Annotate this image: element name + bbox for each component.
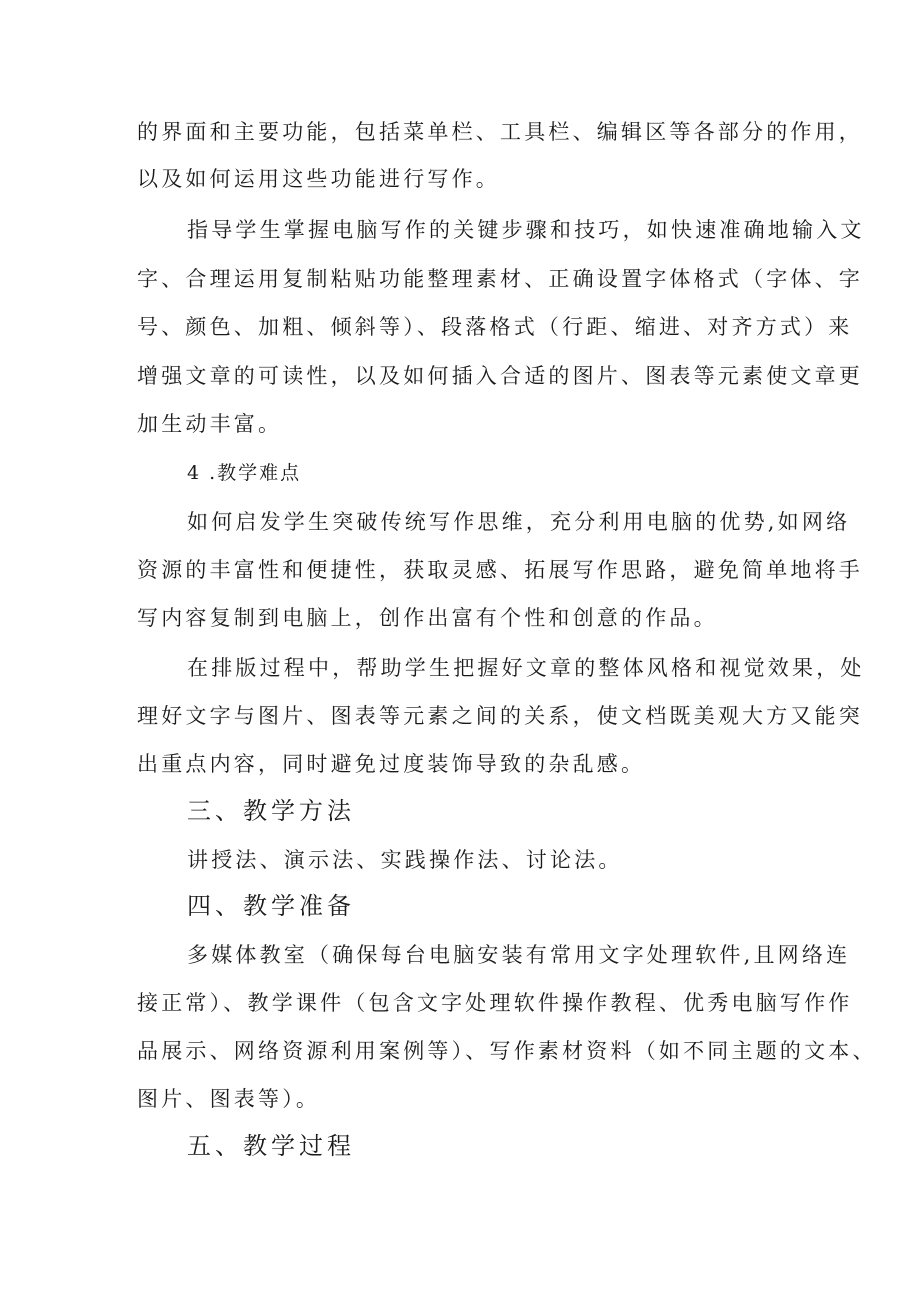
paragraph-preparation-line-1: 多媒体教室（确保每台电脑安装有常用文字处理软件,且网络连 <box>187 943 851 967</box>
heading-teaching-process: 五、教学过程 <box>187 1132 355 1160</box>
paragraph-methods: 讲授法、演示法、实践操作法、讨论法。 <box>187 848 623 872</box>
paragraph-difficulty-1-line-3: 写内容复制到电脑上，创作出富有个性和创意的作品。 <box>137 606 718 630</box>
paragraph-difficulty-2-line-3: 出重点内容，同时避免过度装饰导致的杂乱感。 <box>137 752 646 776</box>
paragraph-guide-line-5: 加生动丰富。 <box>137 412 283 436</box>
paragraph-preparation-line-4: 图片、图表等）。 <box>137 1087 321 1111</box>
paragraph-guide-line-2: 字、合理运用复制粘贴功能整理素材、正确设置字体格式（字体、字 <box>137 267 863 291</box>
section-4-title: 4 .教学难点 <box>187 462 302 484</box>
paragraph-intro-line-1: 的界面和主要功能，包括菜单栏、工具栏、编辑区等各部分的作用， <box>137 120 863 144</box>
paragraph-difficulty-2-line-2: 理好文字与图片、图表等元素之间的关系，使文档既美观大方又能突 <box>137 704 863 728</box>
paragraph-difficulty-2-line-1: 在排版过程中，帮助学生把握好文章的整体风格和视觉效果，处 <box>187 656 865 680</box>
paragraph-difficulty-1-line-2: 资源的丰富性和便捷性，获取灵感、拓展写作思路，避免简单地将手 <box>137 558 863 582</box>
paragraph-difficulty-1-line-1: 如何启发学生突破传统写作思维，充分利用电脑的优势,如网络 <box>187 510 851 534</box>
paragraph-intro-line-2: 以及如何运用这些功能进行写作。 <box>137 167 500 191</box>
paragraph-preparation-line-2: 接正常）、教学课件（包含文字处理软件操作教程、优秀电脑写作作 <box>137 991 853 1015</box>
paragraph-guide-line-1: 指导学生掌握电脑写作的关键步骤和技巧，如快速准确地输入文 <box>187 218 865 242</box>
paragraph-guide-line-3: 号、颜色、加粗、倾斜等）、段落格式（行距、缩进、对齐方式）来 <box>137 315 853 339</box>
heading-teaching-preparation: 四、教学准备 <box>187 892 355 920</box>
paragraph-preparation-line-3: 品展示、网络资源利用案例等）、写作素材资料（如不同主题的文本、 <box>137 1039 877 1063</box>
heading-teaching-methods: 三、教学方法 <box>187 797 355 825</box>
paragraph-guide-line-4: 增强文章的可读性，以及如何插入合适的图片、图表等元素使文章更 <box>137 364 863 388</box>
